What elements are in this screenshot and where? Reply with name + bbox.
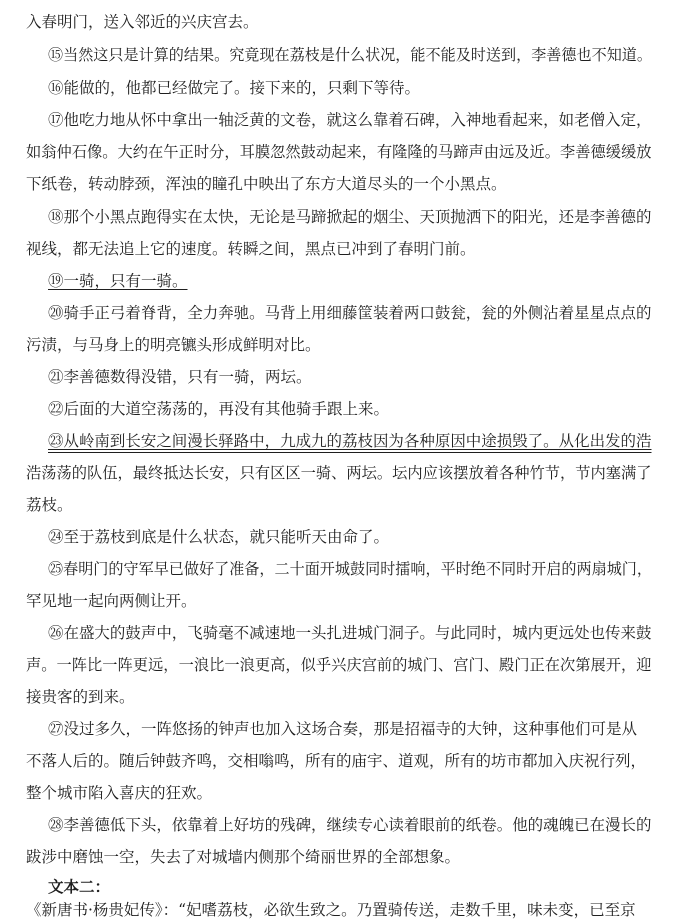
paragraph-19-underlined: ⑲一骑，只有一骑。 [48, 272, 188, 290]
paragraph-24: ㉔至于荔枝到底是什么状态，就只能听天由命了。 [48, 528, 390, 546]
paragraph-17: ⑰他吃力地从怀中拿出一轴泛黄的文卷，就这么靠着石碑，入神地看起来，如老僧入定， [48, 111, 652, 129]
text-line: 入春明门，送入邻近的兴庆宫去。 [26, 13, 259, 31]
paragraph-21: ㉑李善德数得没错，只有一骑，两坛。 [48, 368, 312, 386]
text-line: 接贵客的到来。 [26, 688, 135, 706]
paragraph-15: ⑮当然这只是计算的结果。究竟现在荔枝是什么状况，能不能及时送到，李善德也不知道。 [48, 46, 653, 64]
paragraph-20: ⑳骑手正弓着脊背，全力奔驰。马背上用细藤筐装着两口鼓瓮，瓮的外侧沾着星星点点的 [48, 304, 652, 322]
text-line: 罕见地一起向两侧让开。 [26, 592, 197, 610]
text-line: 不落人后的。随后钟鼓齐鸣，交相嗡鸣，所有的庙宇、道观，所有的坊市都加入庆祝行列， [26, 752, 647, 770]
text-line: 如翁仲石像。大约在午正时分，耳膜忽然鼓动起来，有隆隆的马蹄声由远及近。李善德缓缓放 [26, 143, 652, 161]
text-line: 声。一阵比一阵更远，一浪比一浪更高，似乎兴庆宫前的城门、宫门、殿门正在次第展开，迎 [26, 656, 652, 674]
section-heading-text-two: 文本二： [48, 877, 111, 896]
text-line: 下纸卷，转动脖颈，浑浊的瞳孔中映出了东方大道尽头的一个小黑点。 [26, 175, 507, 193]
paragraph-22: ㉒后面的大道空荡荡的，再没有其他骑手跟上来。 [48, 400, 390, 418]
text-line: 污渍，与马身上的明亮镳头形成鲜明对比。 [26, 336, 321, 354]
paragraph-27: ㉗没过多久，一阵悠扬的钟声也加入这场合奏，那是招福寺的大钟，这种事他们可是从 [48, 720, 638, 738]
paragraph-26: ㉖在盛大的鼓声中，飞骑毫不减速地一头扎进城门洞子。与此同时，城内更远处也传来鼓 [48, 624, 652, 642]
paragraph-25: ㉕春明门的守军早已做好了准备，二十面开城鼓同时擂响，平时绝不同时开启的两扇城门， [48, 560, 653, 578]
text-line: 整个城市陷入喜庆的狂欢。 [26, 784, 213, 802]
paragraph-23-underlined: ㉓从岭南到长安之间漫长驿路中，九成九的荔枝因为各种原因中途损毁了。从化出发的浩 [48, 432, 652, 450]
paragraph-18: ⑱那个小黑点跑得实在太快，无论是马蹄掀起的烟尘、天顶抛洒下的阳光，还是李善德的 [48, 208, 652, 226]
text-line: 跋涉中磨蚀一空，失去了对城墙内侧那个绮丽世界的全部想象。 [26, 848, 461, 866]
text-line: 《新唐书·杨贵妃传》：“妃嗜荔枝，必欲生致之。乃置骑传送，走数千里，味未变，已至京 [26, 901, 636, 919]
text-line: 荔枝。 [26, 496, 73, 514]
text-line: 浩荡荡的队伍，最终抵达长安，只有区区一骑、两坛。坛内应该摆放着各种竹节，节内塞满了 [26, 464, 652, 482]
paragraph-16: ⑯能做的，他都已经做完了。接下来的，只剩下等待。 [48, 79, 421, 97]
text-line: 视线，都无法追上它的速度。转瞬之间，黑点已冲到了春明门前。 [26, 240, 476, 258]
paragraph-28: ㉘李善德低下头，依靠着上好坊的残碑，继续专心读着眼前的纸卷。他的魂魄已在漫长的 [48, 816, 652, 834]
